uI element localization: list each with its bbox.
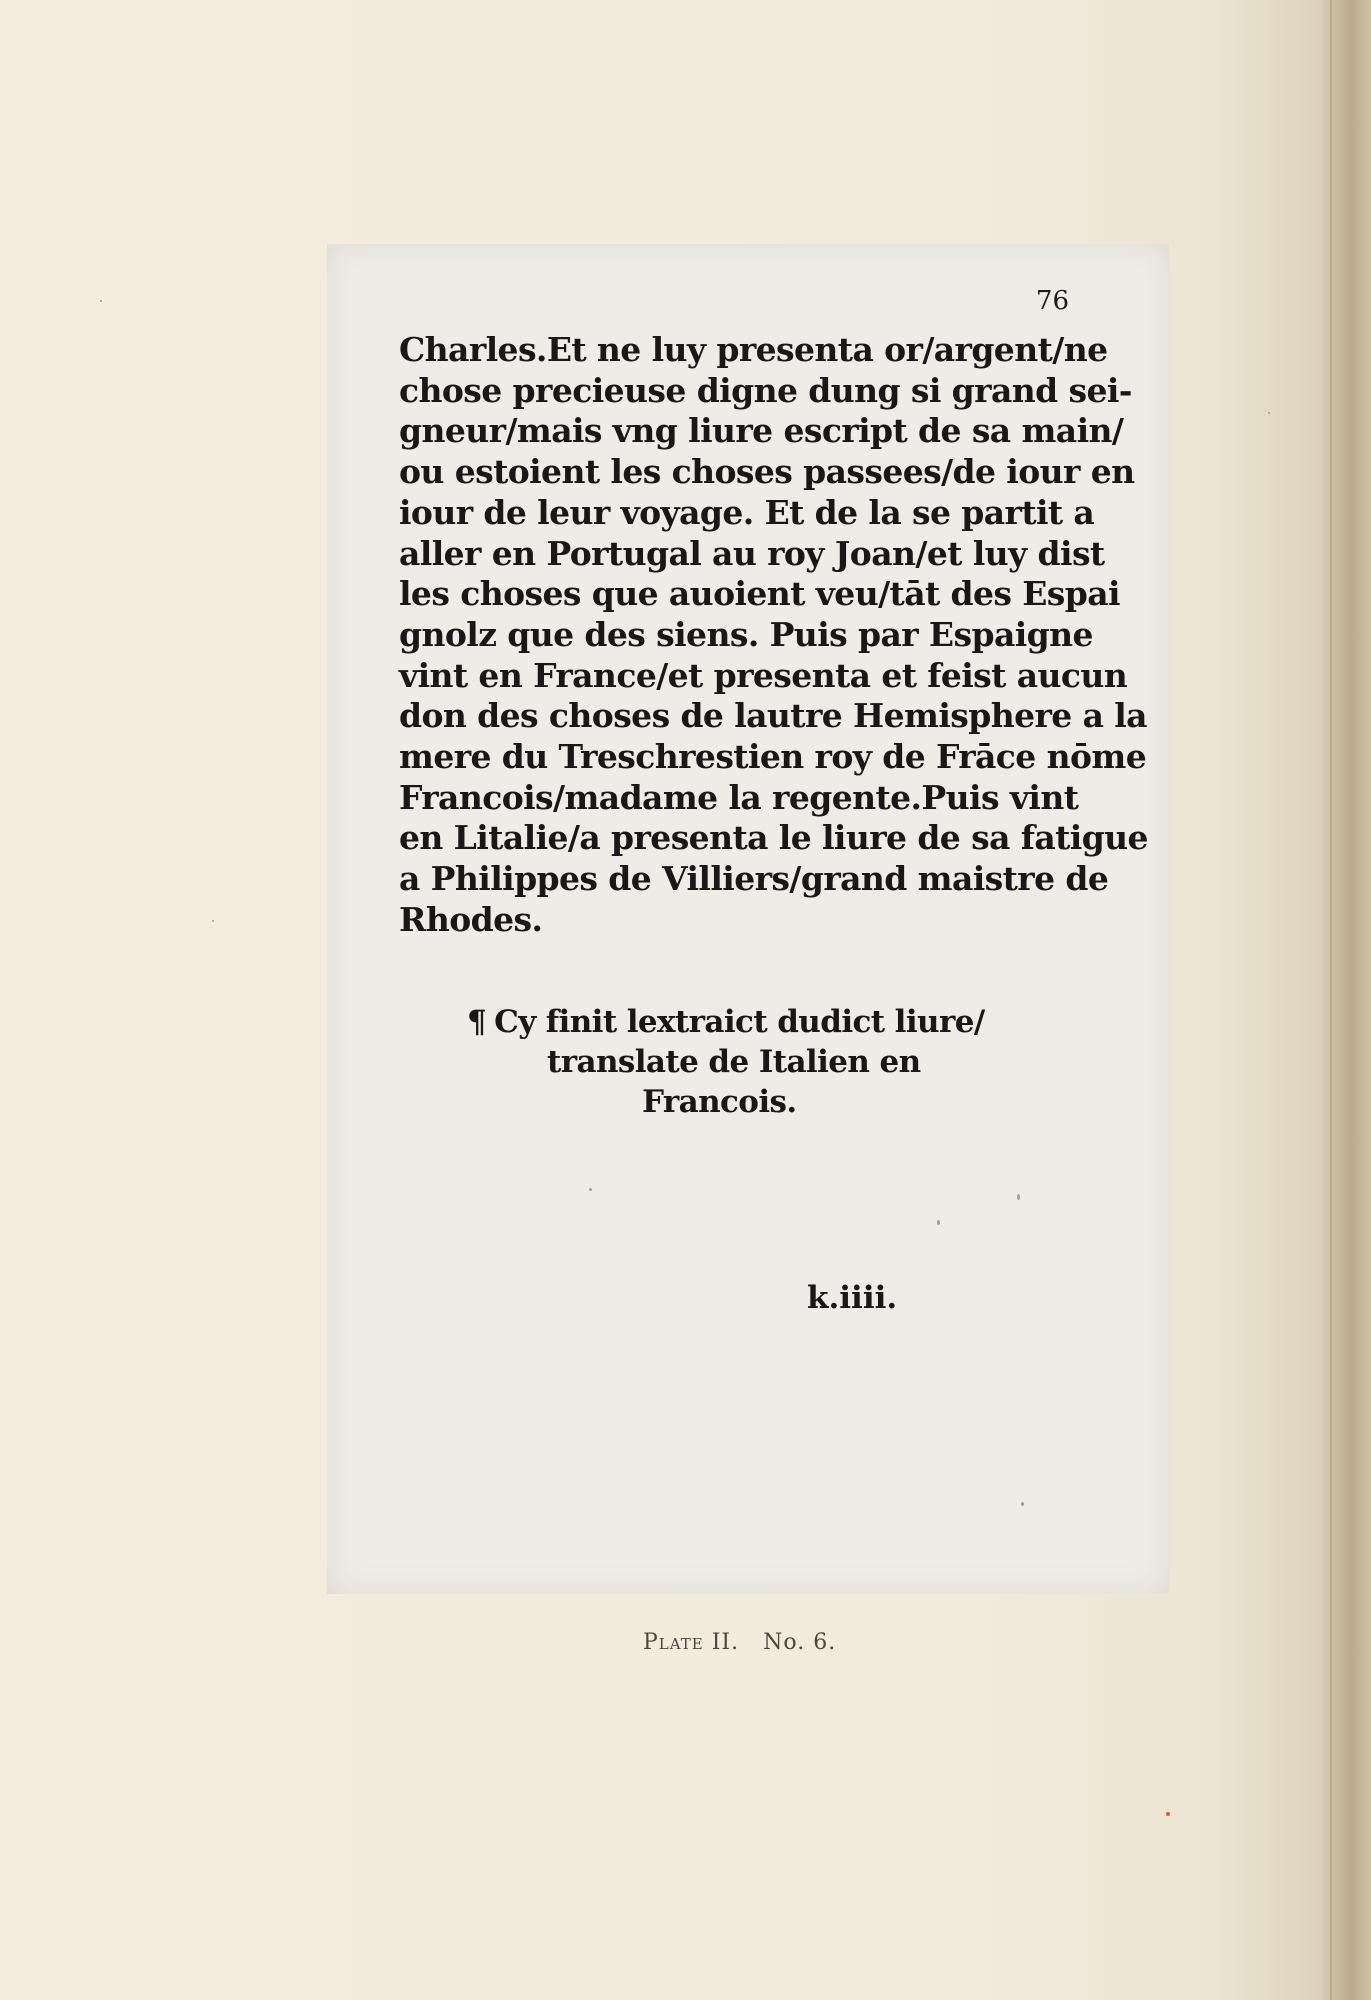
text-line: a Philippes de Villiers/grand maistre de <box>399 859 1109 899</box>
text-line: Francois/madame la regente.Puis vint <box>399 777 1079 817</box>
text-line: mere du Treschrestien roy de Frāce nōme <box>399 737 1147 777</box>
paper-speck <box>100 300 102 302</box>
paper-speck <box>212 920 214 922</box>
gutter-crease <box>1330 0 1332 2000</box>
ink-speck <box>589 1188 592 1191</box>
text-line: iour de leur voyage. Et de la se partit a <box>399 492 1095 532</box>
text-line: ou estoient les choses passees/de iour en <box>399 452 1135 492</box>
colophon-text-1: Cy finit lextraict dudict liure/ <box>494 1004 985 1040</box>
plate-label: Plate II. <box>643 1630 740 1655</box>
paper-speck <box>1166 1812 1170 1816</box>
paper-speck <box>1268 412 1270 414</box>
facsimile-plate <box>327 244 1169 1594</box>
text-line: aller en Portugal au roy Joan/et luy dist <box>399 533 1105 573</box>
body-text <box>399 330 1148 941</box>
text-line: don des choses de lautre Hemisphere a la <box>399 696 1147 736</box>
text-line: vint en France/et presenta et feist aucun <box>399 655 1128 695</box>
text-line: Rhodes. <box>399 899 543 939</box>
text-line: gneur/mais vng liure escript de sa main/ <box>399 411 1124 451</box>
pilcrow-mark: ¶ <box>467 1004 487 1040</box>
plate-caption <box>643 1630 836 1655</box>
text-line: les choses que auoient veu/tāt des Espai <box>399 574 1120 614</box>
signature-mark: k.iiii. <box>807 1280 898 1316</box>
ink-speck <box>1021 1502 1024 1506</box>
folio-number: 76 <box>1035 286 1069 316</box>
text-line: chose precieuse digne dung si grand sei- <box>399 370 1132 410</box>
plate-number-label: No. 6. <box>763 1630 837 1655</box>
ink-speck <box>937 1220 940 1225</box>
colophon-line-3: Francois. <box>642 1084 797 1120</box>
colophon-line-2: translate de Italien en <box>547 1044 921 1080</box>
ink-speck <box>1017 1194 1020 1200</box>
text-line: en Litalie/a presenta le liure de sa fatigue <box>399 818 1148 858</box>
text-line: gnolz que des siens. Puis par Espaigne <box>399 614 1093 654</box>
colophon <box>467 1002 985 1122</box>
colophon-line-1 <box>467 1002 985 1042</box>
text-line: Charles.Et ne luy presenta or/argent/ne <box>399 330 1108 369</box>
